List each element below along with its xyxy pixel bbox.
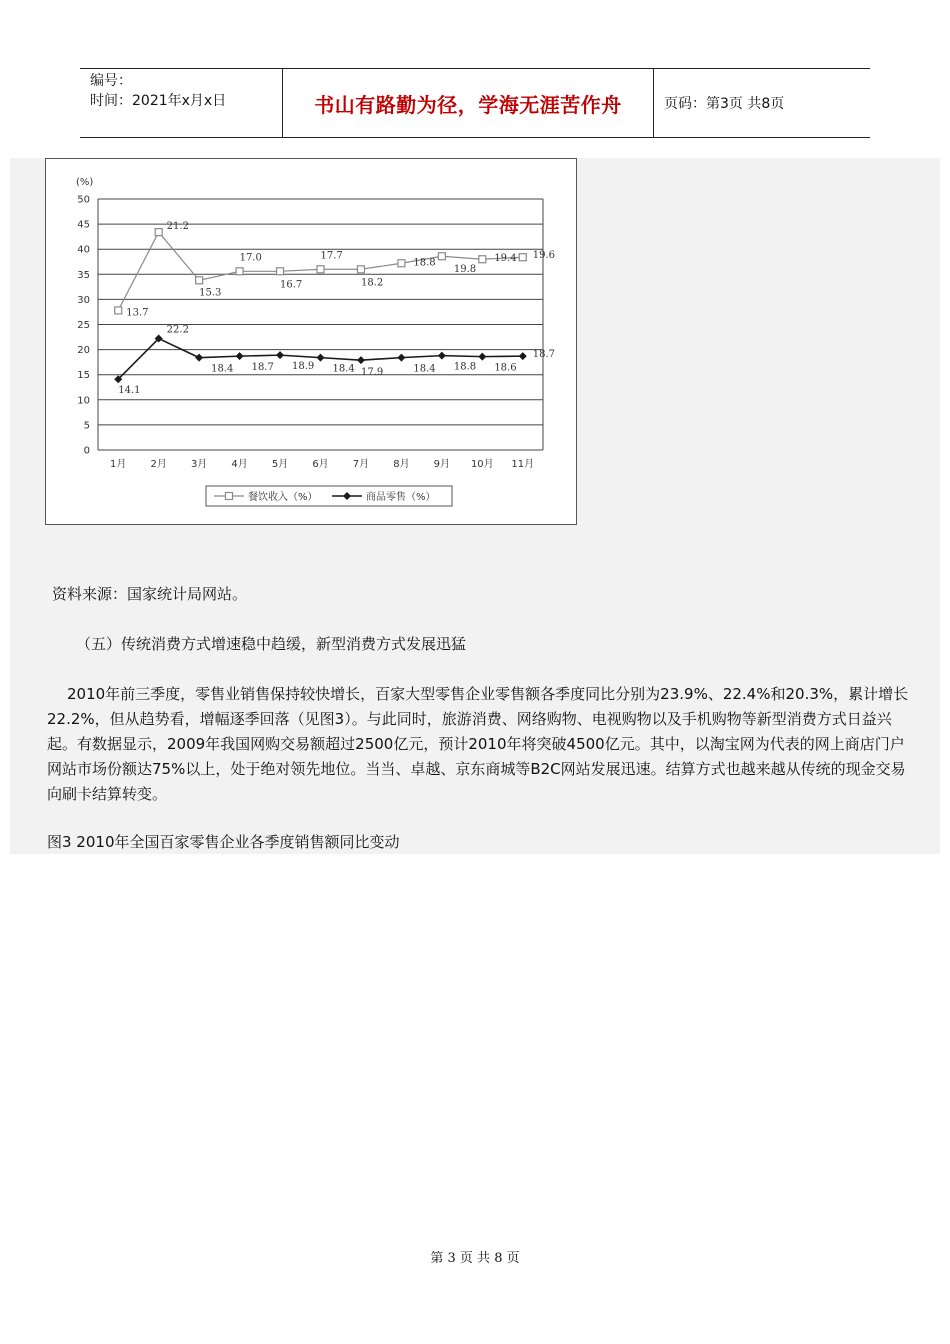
y-tick-label: 50 (77, 194, 90, 206)
data-label: 18.7 (532, 349, 556, 361)
data-label: 18.6 (494, 362, 517, 374)
x-tick-label: 1月 (110, 459, 127, 470)
data-label: 19.4 (494, 253, 517, 265)
x-tick-label: 9月 (433, 459, 451, 470)
y-tick-label: 20 (77, 345, 90, 357)
data-label: 18.2 (360, 277, 384, 289)
diamond-marker (317, 354, 325, 362)
square-marker (479, 256, 486, 263)
square-marker (277, 268, 284, 275)
square-marker (317, 266, 324, 273)
data-label: 18.8 (413, 257, 436, 269)
legend-label-retail: 商品零售（%） (366, 492, 436, 503)
x-tick-label: 5月 (271, 459, 289, 470)
data-label: 17.9 (360, 367, 384, 379)
data-label: 18.8 (453, 361, 477, 373)
header-meta (80, 69, 282, 137)
legend-marker-catering (226, 493, 233, 500)
data-label: 18.4 (332, 363, 355, 375)
square-marker (519, 254, 526, 261)
data-label: 17.0 (239, 252, 262, 264)
header-page-info: 页码：第3页 共8页 (664, 96, 785, 112)
figure-caption: 图3 2010年全国百家零售企业各季度销售额同比变动 (47, 833, 400, 851)
diamond-marker (276, 351, 284, 359)
data-label: 17.7 (320, 250, 343, 262)
square-marker (398, 260, 405, 267)
source-note: 资料来源：国家统计局网站。 (52, 585, 248, 603)
header-motto: 书山有路勤为径，学海无涯苦作舟 (282, 69, 654, 137)
square-marker (196, 277, 203, 284)
x-tick-label: 4月 (231, 459, 248, 470)
y-tick-label: 25 (77, 320, 90, 331)
y-tick-label: 30 (77, 294, 90, 306)
data-label: 13.7 (126, 307, 149, 319)
diamond-marker (478, 353, 486, 361)
data-label: 19.6 (532, 250, 556, 262)
y-tick-label: 45 (77, 219, 90, 231)
body-paragraph: 2010年前三季度，零售业销售保持较快增长，百家大型零售企业零售额各季度同比分别为23.9%、22.4%和20.3%，累计增长22.2%，但从趋势看，增幅逐季回落（见图3）。与此同时，旅游消费、网络购物、电视购物以及手机购物等新型消费方式日益兴起。有数据显示，2009年我国网购交易额超过2500亿元，预计2010年将突破4500亿元。其中，以淘宝网为代表的网上商店门户网站市场份额达75%以上，处于绝对领先地位。当当、卓越、京东商城等B2C网站发展迅速。结算方式也越来越从传统的现金交易向刷卡结算转变。 (47, 685, 909, 803)
square-marker (438, 253, 445, 260)
data-label: 16.7 (280, 279, 303, 291)
data-label: 18.7 (251, 362, 274, 374)
x-tick-label: 11月 (511, 459, 535, 470)
data-label: 18.4 (211, 363, 234, 375)
y-tick-label: 35 (77, 269, 90, 281)
legend-label-catering: 餐饮收入（%） (248, 492, 318, 503)
square-marker (115, 307, 122, 314)
x-tick-label: 6月 (312, 459, 329, 470)
y-tick-label: 5 (83, 420, 90, 432)
y-tick-label: 15 (77, 370, 90, 382)
diamond-marker (357, 356, 365, 364)
data-label: 21.2 (166, 221, 189, 233)
y-tick-label: 40 (77, 244, 90, 256)
data-label: 14.1 (118, 385, 141, 397)
x-tick-label: 3月 (190, 459, 208, 470)
y-tick-label: 10 (77, 395, 90, 407)
x-tick-label: 10月 (470, 459, 494, 470)
diamond-marker (519, 352, 527, 360)
x-tick-label: 7月 (352, 459, 370, 470)
diamond-marker (438, 352, 446, 360)
data-label: 18.9 (292, 361, 315, 373)
line-chart (45, 158, 577, 525)
diamond-marker (397, 354, 405, 362)
y-unit-label: (%) (76, 177, 94, 188)
data-label: 19.8 (453, 264, 477, 276)
page-footer: 第 3 页 共 8 页 (430, 1251, 520, 1266)
square-marker (357, 266, 364, 273)
square-marker (236, 268, 243, 275)
x-tick-label: 2月 (150, 459, 167, 470)
square-marker (155, 229, 162, 236)
data-label: 15.3 (199, 287, 222, 299)
number-label: 编号： (90, 73, 132, 89)
x-tick-label: 8月 (393, 459, 410, 470)
page-header (80, 68, 870, 138)
data-label: 18.4 (413, 363, 436, 375)
diamond-marker (236, 352, 244, 360)
y-tick-label: 0 (83, 445, 90, 457)
data-label: 22.2 (166, 324, 189, 336)
chart-canvas (46, 159, 576, 524)
diamond-marker (195, 354, 203, 362)
section-title: （五）传统消费方式增速稳中趋缓，新型消费方式发展迅猛 (76, 635, 467, 653)
date-label: 时间：2021年x月x日 (90, 93, 227, 109)
